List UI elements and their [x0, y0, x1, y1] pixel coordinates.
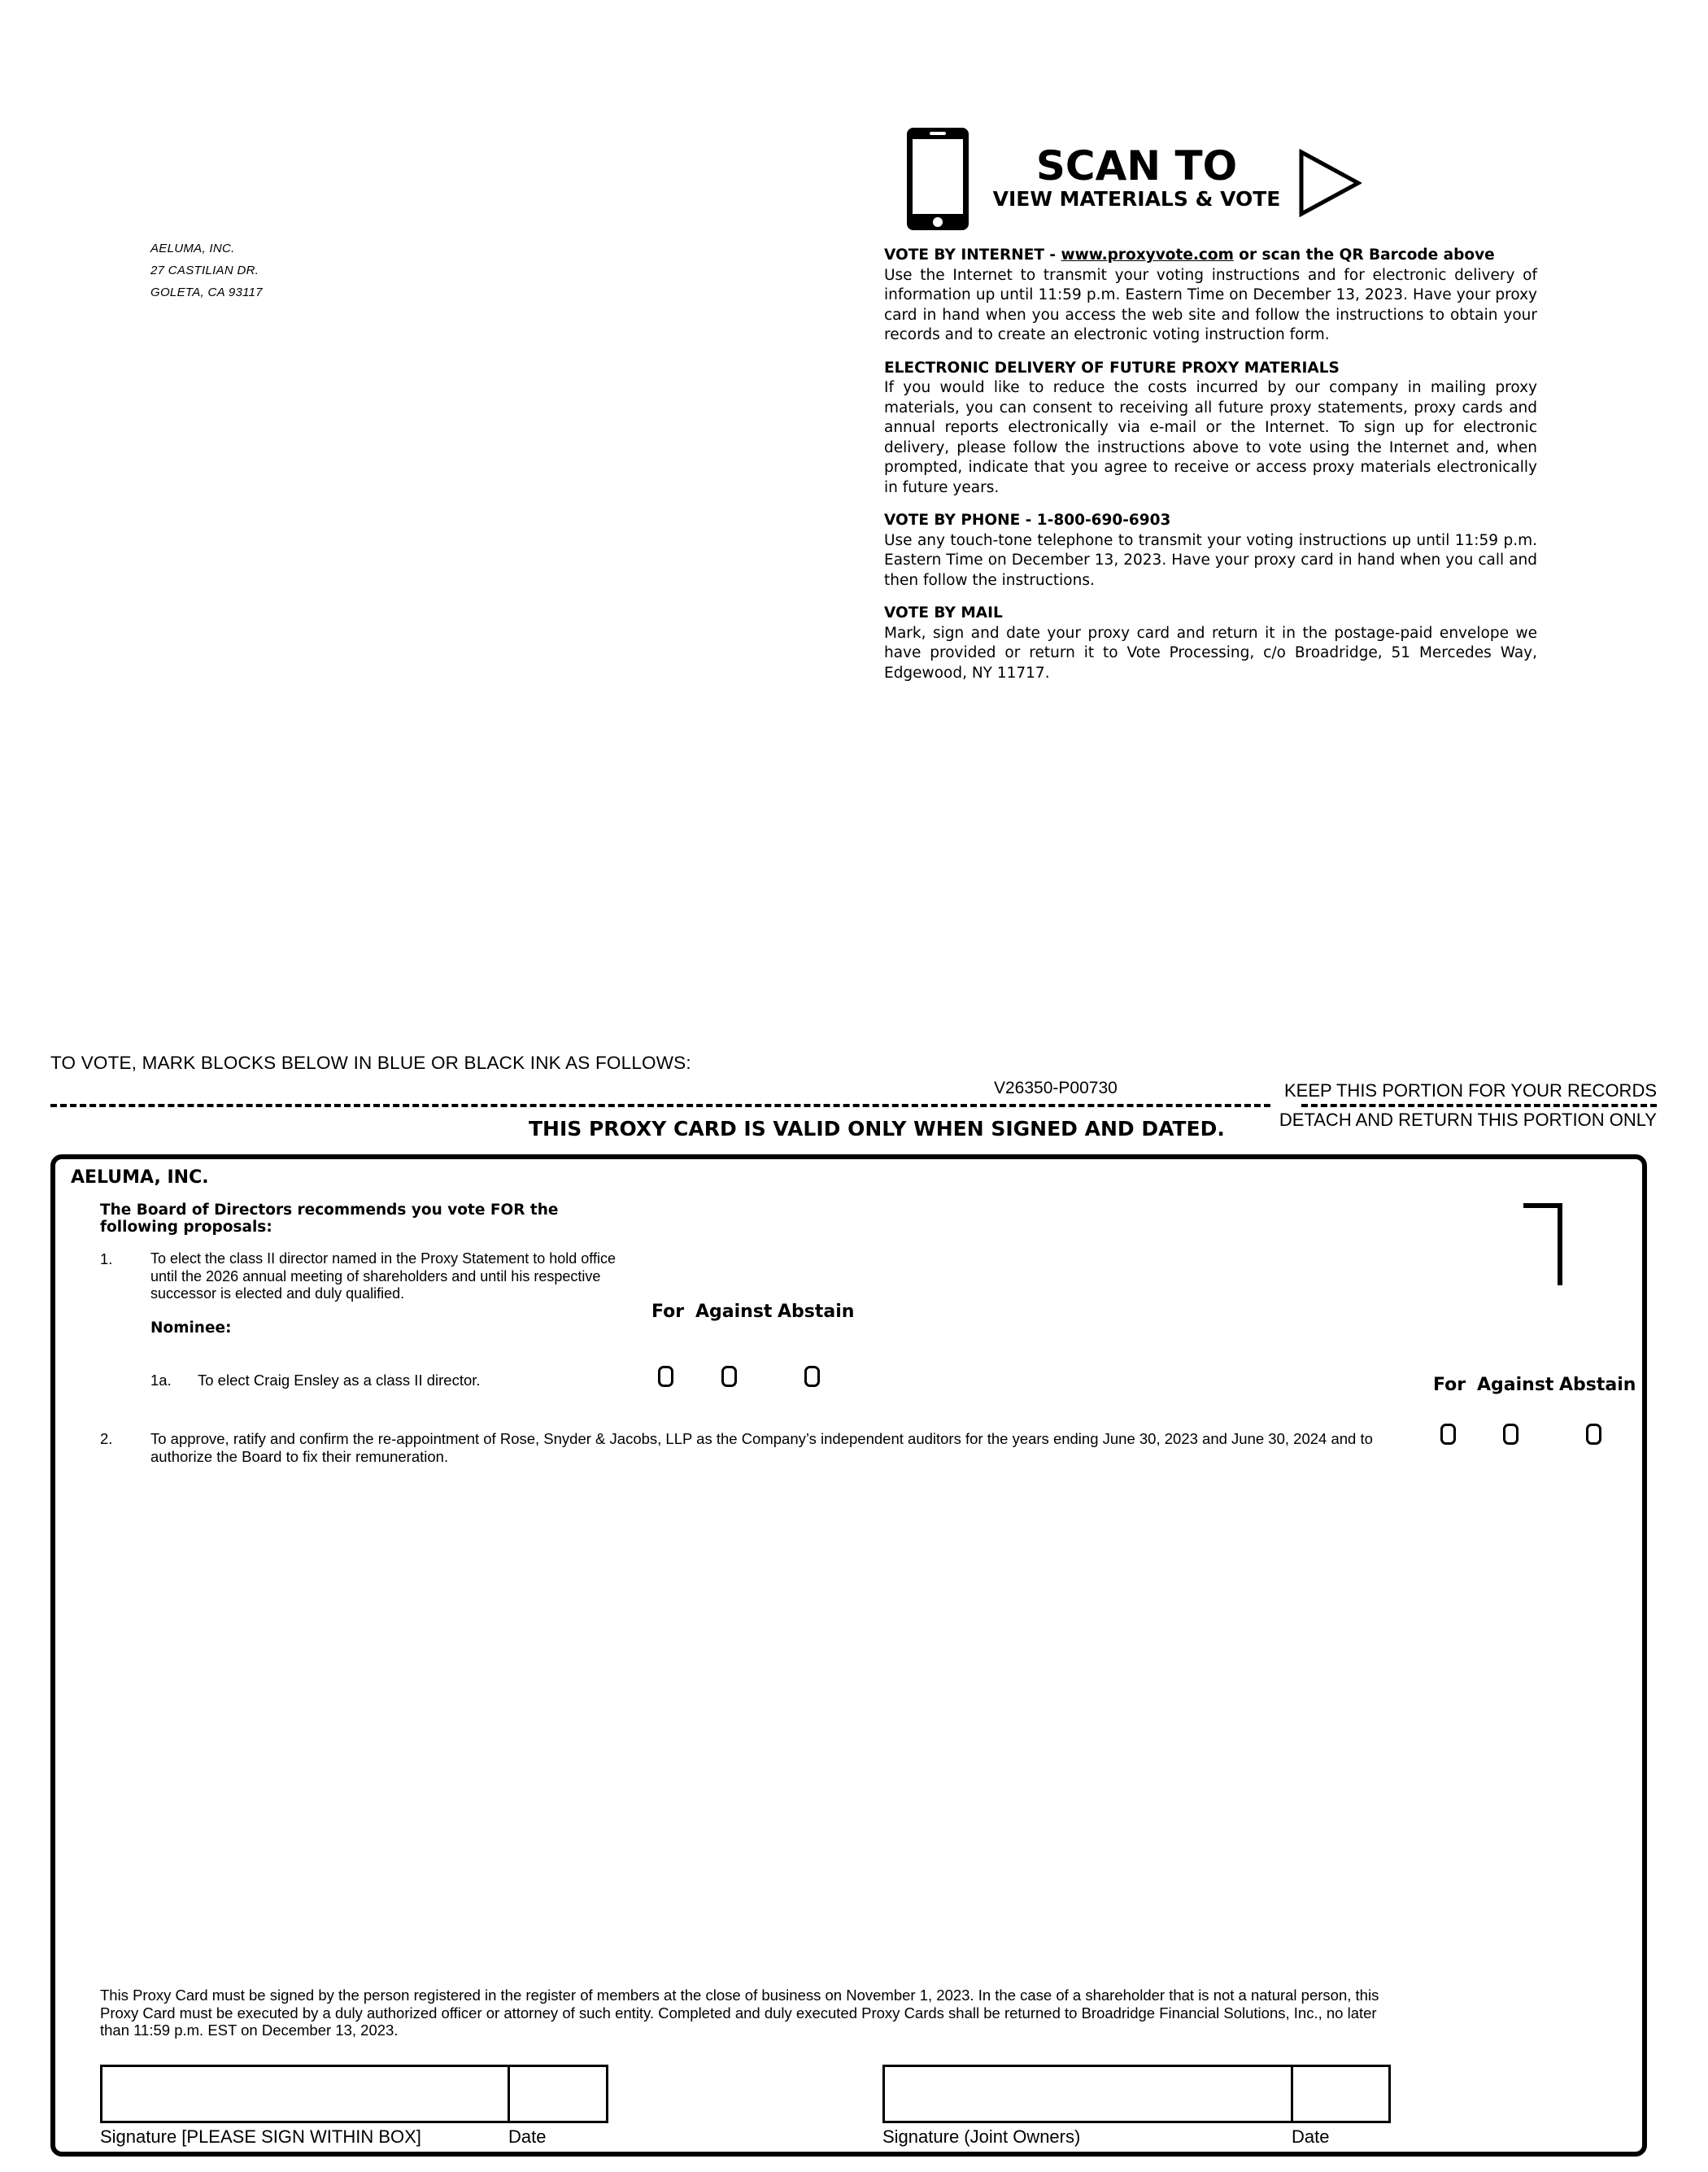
nominee-1a-text: To elect Craig Ensley as a class II director. [198, 1372, 481, 1389]
proposal-2-against-checkbox[interactable] [1503, 1424, 1518, 1445]
vote-by-phone [884, 511, 1537, 591]
joint-signature-label: Signature (Joint Owners) [882, 2126, 1081, 2147]
proposal-1-number: 1. [100, 1250, 113, 1267]
play-arrow-icon [1298, 149, 1362, 217]
vote-by-internet-suffix: or scan the QR Barcode above [1233, 246, 1495, 264]
vote-header-against: Against [695, 1302, 773, 1322]
signature-date-divider [508, 2065, 510, 2123]
scan-subtitle: VIEW MATERIALS & VOTE [992, 187, 1281, 211]
vote-by-internet-heading [884, 246, 1537, 266]
proposal-2-for-checkbox[interactable] [1440, 1424, 1456, 1445]
vote-header-abstain: Abstain [1559, 1375, 1636, 1395]
proposal-2-text: To approve, ratify and confirm the re-appointment of Rose, Snyder & Jacobs, LLP as the Company’s independent auditors for the years ending June 30, 2023 and June 30, 2024 and to authorize the Board to fix their remuneration. [150, 1430, 1373, 1465]
card-company-name: AELUMA, INC. [71, 1167, 209, 1188]
proxy-card-note: This Proxy Card must be signed by the person registered in the register of members at the close of business on November 1, 2023. In the case of a shareholder that is not a natural person, this Proxy Card must be executed by a duly authorized officer or attorney of such entity. Completed and duly executed Proxy Cards shall be returned to Broadridge Financial Solutions, Inc., no later than 11:59 p.m. EST on December 13, 2023. [100, 1987, 1379, 2039]
to-vote-instruction: TO VOTE, MARK BLOCKS BELOW IN BLUE OR BLACK INK AS FOLLOWS: [50, 1053, 691, 1073]
vote-by-mail-heading: VOTE BY MAIL [884, 604, 1003, 622]
proposal-2-abstain-checkbox[interactable] [1586, 1424, 1601, 1445]
signature-box[interactable] [100, 2065, 608, 2123]
proposal-1a-for-checkbox[interactable] [658, 1366, 673, 1387]
proposal-1a-against-checkbox[interactable] [721, 1366, 737, 1387]
joint-date-label: Date [1292, 2126, 1330, 2147]
return-address-line: GOLETA, CA 93117 [150, 286, 263, 299]
vote-by-phone-heading: VOTE BY PHONE - 1-800-690-6903 [884, 512, 1171, 529]
electronic-delivery [884, 359, 1537, 499]
vote-by-internet-body: Use the Internet to transmit your voting instructions and for electronic delivery of information up until 11:59 p.m. Eastern Time on December 13, 2023. Have your proxy card in hand when you access the web site and follow the instructions to obtain your records and to create an electronic voting instruction form. [884, 266, 1537, 343]
detach-line [50, 1104, 1270, 1107]
date-label: Date [508, 2126, 547, 2147]
detach-portion-label: DETACH AND RETURN THIS PORTION ONLY [1279, 1110, 1657, 1130]
joint-signature-date-divider [1291, 2065, 1293, 2123]
vote-by-mail [884, 604, 1537, 683]
voting-instructions [884, 246, 1537, 696]
board-recommendation: The Board of Directors recommends you vote FOR the following proposals: [100, 1202, 559, 1236]
nominee-label: Nominee: [150, 1319, 232, 1337]
detach-line-right [1301, 1104, 1657, 1107]
nominee-1a-number: 1a. [150, 1372, 172, 1389]
return-address [150, 238, 263, 303]
vote-header-abstain: Abstain [778, 1302, 855, 1322]
proxyvote-link[interactable]: www.proxyvote.com [1061, 246, 1234, 264]
joint-signature-box[interactable] [882, 2065, 1391, 2123]
keep-portion-label: KEEP THIS PORTION FOR YOUR RECORDS [1283, 1080, 1657, 1101]
registration-mark [1523, 1203, 1562, 1285]
control-code: V26350-P00730 [994, 1079, 1118, 1097]
valid-notice: THIS PROXY CARD IS VALID ONLY WHEN SIGNED AND DATED. [529, 1117, 1225, 1141]
vote-header-for: For [651, 1302, 685, 1322]
signature-label: Signature [PLEASE SIGN WITHIN BOX] [100, 2126, 421, 2147]
return-address-line: AELUMA, INC. [150, 242, 235, 255]
return-address-line: 27 CASTILIAN DR. [150, 264, 259, 277]
proposal-1-text: To elect the class II director named in the Proxy Statement to hold office until the 2026 annual meeting of shareholders and until his respective successor is elected and duly qualified. [150, 1250, 616, 1302]
proposal-2-number: 2. [100, 1430, 113, 1447]
vote-by-phone-body: Use any touch-tone telephone to transmit your voting instructions up until 11:59 p.m. Eastern Time on December 13, 2023. Have your proxy card in hand when you call and then follow the instructions. [884, 531, 1537, 589]
vote-header-against: Against [1477, 1375, 1554, 1395]
electronic-delivery-body: If you would like to reduce the costs incurred by our company in mailing proxy materials, you can consent to receiving all future proxy statements, proxy cards and annual reports electronically via e-mail or the Internet. To sign up for electronic delivery, please follow the instructions above to vote using the Internet and, when prompted, indicate that you agree to receive or access proxy materials electronically in future years. [884, 379, 1537, 496]
vote-by-internet [884, 246, 1537, 346]
smartphone-icon [905, 126, 970, 232]
vote-by-internet-prefix: VOTE BY INTERNET - [884, 246, 1061, 264]
electronic-delivery-heading: ELECTRONIC DELIVERY OF FUTURE PROXY MATERIALS [884, 359, 1340, 377]
vote-by-mail-body: Mark, sign and date your proxy card and return it in the postage-paid envelope we have provided or return it to Vote Processing, c/o Broadridge, 51 Mercedes Way, Edgewood, NY 11717. [884, 624, 1537, 682]
proposal-1a-abstain-checkbox[interactable] [804, 1366, 820, 1387]
scan-title: SCAN TO [1035, 142, 1238, 190]
vote-header-for: For [1433, 1375, 1466, 1395]
